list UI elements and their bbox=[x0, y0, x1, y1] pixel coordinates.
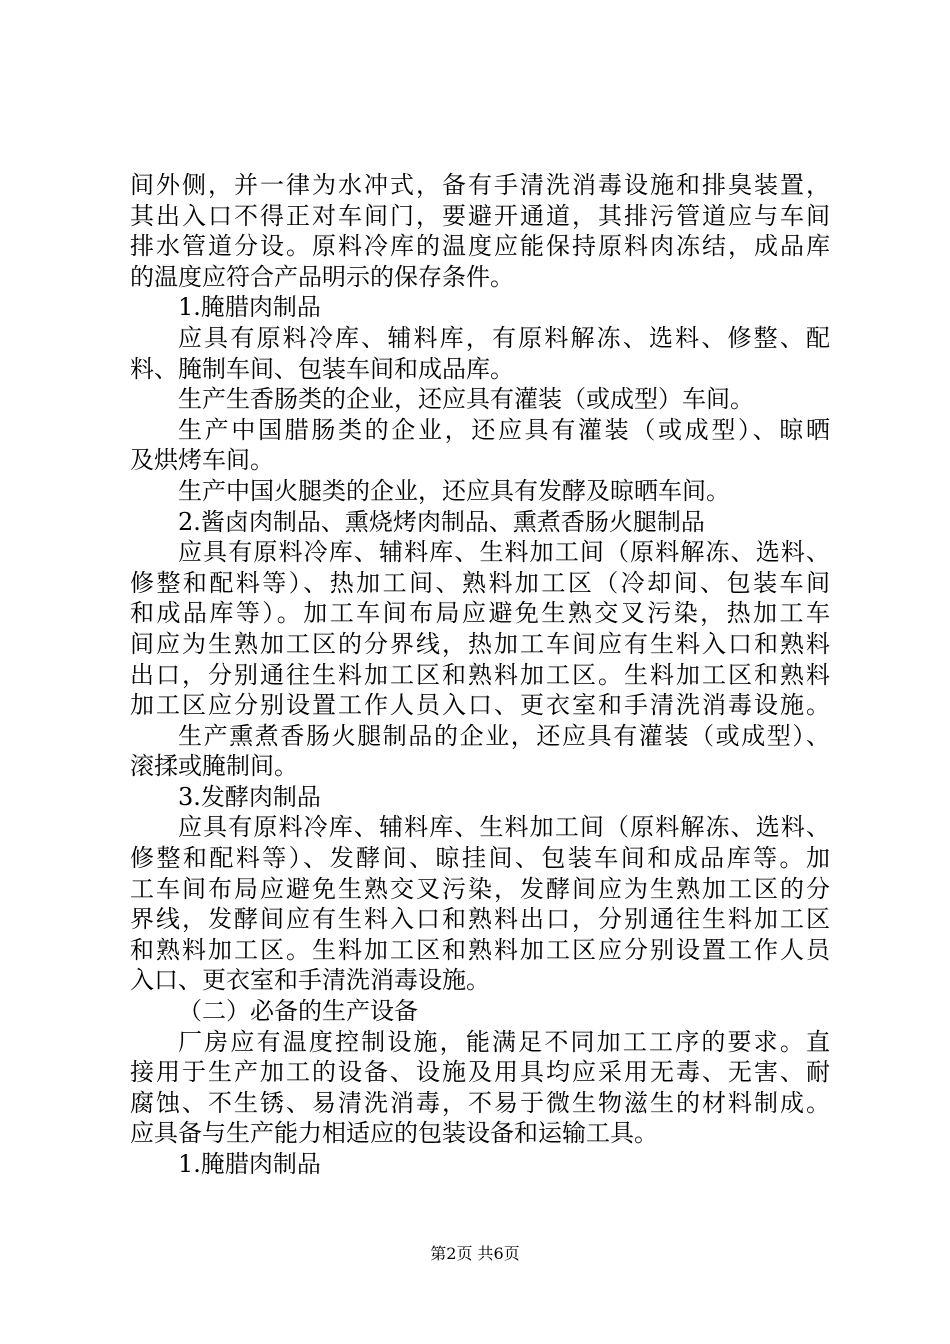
text-line: 接用于生产加工的设备、设施及用具均应采用无毒、无害、耐 bbox=[130, 1058, 830, 1087]
text-line: 应具有原料冷库、辅料库，有原料解冻、选料、修整、配 bbox=[178, 323, 830, 352]
section-heading: 1.腌腊肉制品 bbox=[178, 1150, 321, 1178]
text-line: 其出入口不得正对车间门，要避开通道，其排污管道应与车间 bbox=[130, 201, 830, 230]
text-line: 入口、更衣室和手清洗消毒设施。 bbox=[130, 966, 490, 995]
text-line: 生产中国腊肠类的企业，还应具有灌装（或成型）、晾晒 bbox=[178, 415, 830, 444]
text-line: 滚揉或腌制间。 bbox=[130, 752, 298, 781]
text-line: 及烘烤车间。 bbox=[130, 446, 274, 475]
section-heading: 1.腌腊肉制品 bbox=[178, 293, 321, 322]
text-line: 出口，分别通往生料加工区和熟料加工区。生料加工区和熟料 bbox=[130, 660, 830, 689]
text-line: 排水管道分设。原料冷库的温度应能保持原料肉冻结，成品库 bbox=[130, 232, 830, 261]
page-number-footer: 第2页 共6页 bbox=[430, 1244, 520, 1263]
text-line: 料、腌制车间、包装车间和成品库。 bbox=[130, 354, 514, 383]
text-line: 应具备与生产能力相适应的包装设备和运输工具。 bbox=[130, 1119, 658, 1148]
text-line: 生产生香肠类的企业，还应具有灌装（或成型）车间。 bbox=[178, 385, 754, 414]
text-line: 应具有原料冷库、辅料库、生料加工间（原料解冻、选料、 bbox=[178, 538, 830, 567]
section-heading: 2.酱卤肉制品、熏烧烤肉制品、熏煮香肠火腿制品 bbox=[178, 507, 705, 536]
text-line: 生产熏煮香肠火腿制品的企业，还应具有灌装（或成型）、 bbox=[178, 721, 830, 750]
text-line: 工车间布局应避免生熟交叉污染，发酵间应为生熟加工区的分 bbox=[130, 874, 830, 903]
text-line: 间应为生熟加工区的分界线，热加工车间应有生料入口和熟料 bbox=[130, 629, 830, 658]
text-line: 修整和配料等）、发酵间、晾挂间、包装车间和成品库等。加 bbox=[130, 844, 830, 873]
text-line: 腐蚀、不生锈、易清洗消毒，不易于微生物滋生的材料制成。 bbox=[130, 1088, 830, 1117]
text-line: 加工区应分别设置工作人员入口、更衣室和手清洗消毒设施。 bbox=[130, 691, 830, 720]
text-line: 修整和配料等）、热加工间、熟料加工区（冷却间、包装车间 bbox=[130, 568, 830, 597]
section-heading: 3.发酵肉制品 bbox=[178, 782, 321, 811]
text-line: 和熟料加工区。生料加工区和熟料加工区应分别设置工作人员 bbox=[130, 935, 830, 964]
text-line: 界线，发酵间应有生料入口和熟料出口，分别通往生料加工区 bbox=[130, 905, 830, 934]
text-line: 间外侧，并一律为水冲式，备有手清洗消毒设施和排臭装置， bbox=[130, 171, 830, 199]
text-line: 厂房应有温度控制设施，能满足不同加工工序的要求。直 bbox=[178, 1027, 830, 1056]
text-line: 生产中国火腿类的企业，还应具有发酵及晾晒车间。 bbox=[178, 476, 730, 505]
section-heading: （二）必备的生产设备 bbox=[178, 997, 418, 1026]
text-line: 的温度应符合产品明示的保存条件。 bbox=[130, 262, 514, 291]
text-line: 应具有原料冷库、辅料库、生料加工间（原料解冻、选料、 bbox=[178, 813, 830, 842]
text-line: 和成品库等）。加工车间布局应避免生熟交叉污染，热加工车 bbox=[130, 599, 830, 628]
document-body bbox=[130, 170, 830, 1180]
